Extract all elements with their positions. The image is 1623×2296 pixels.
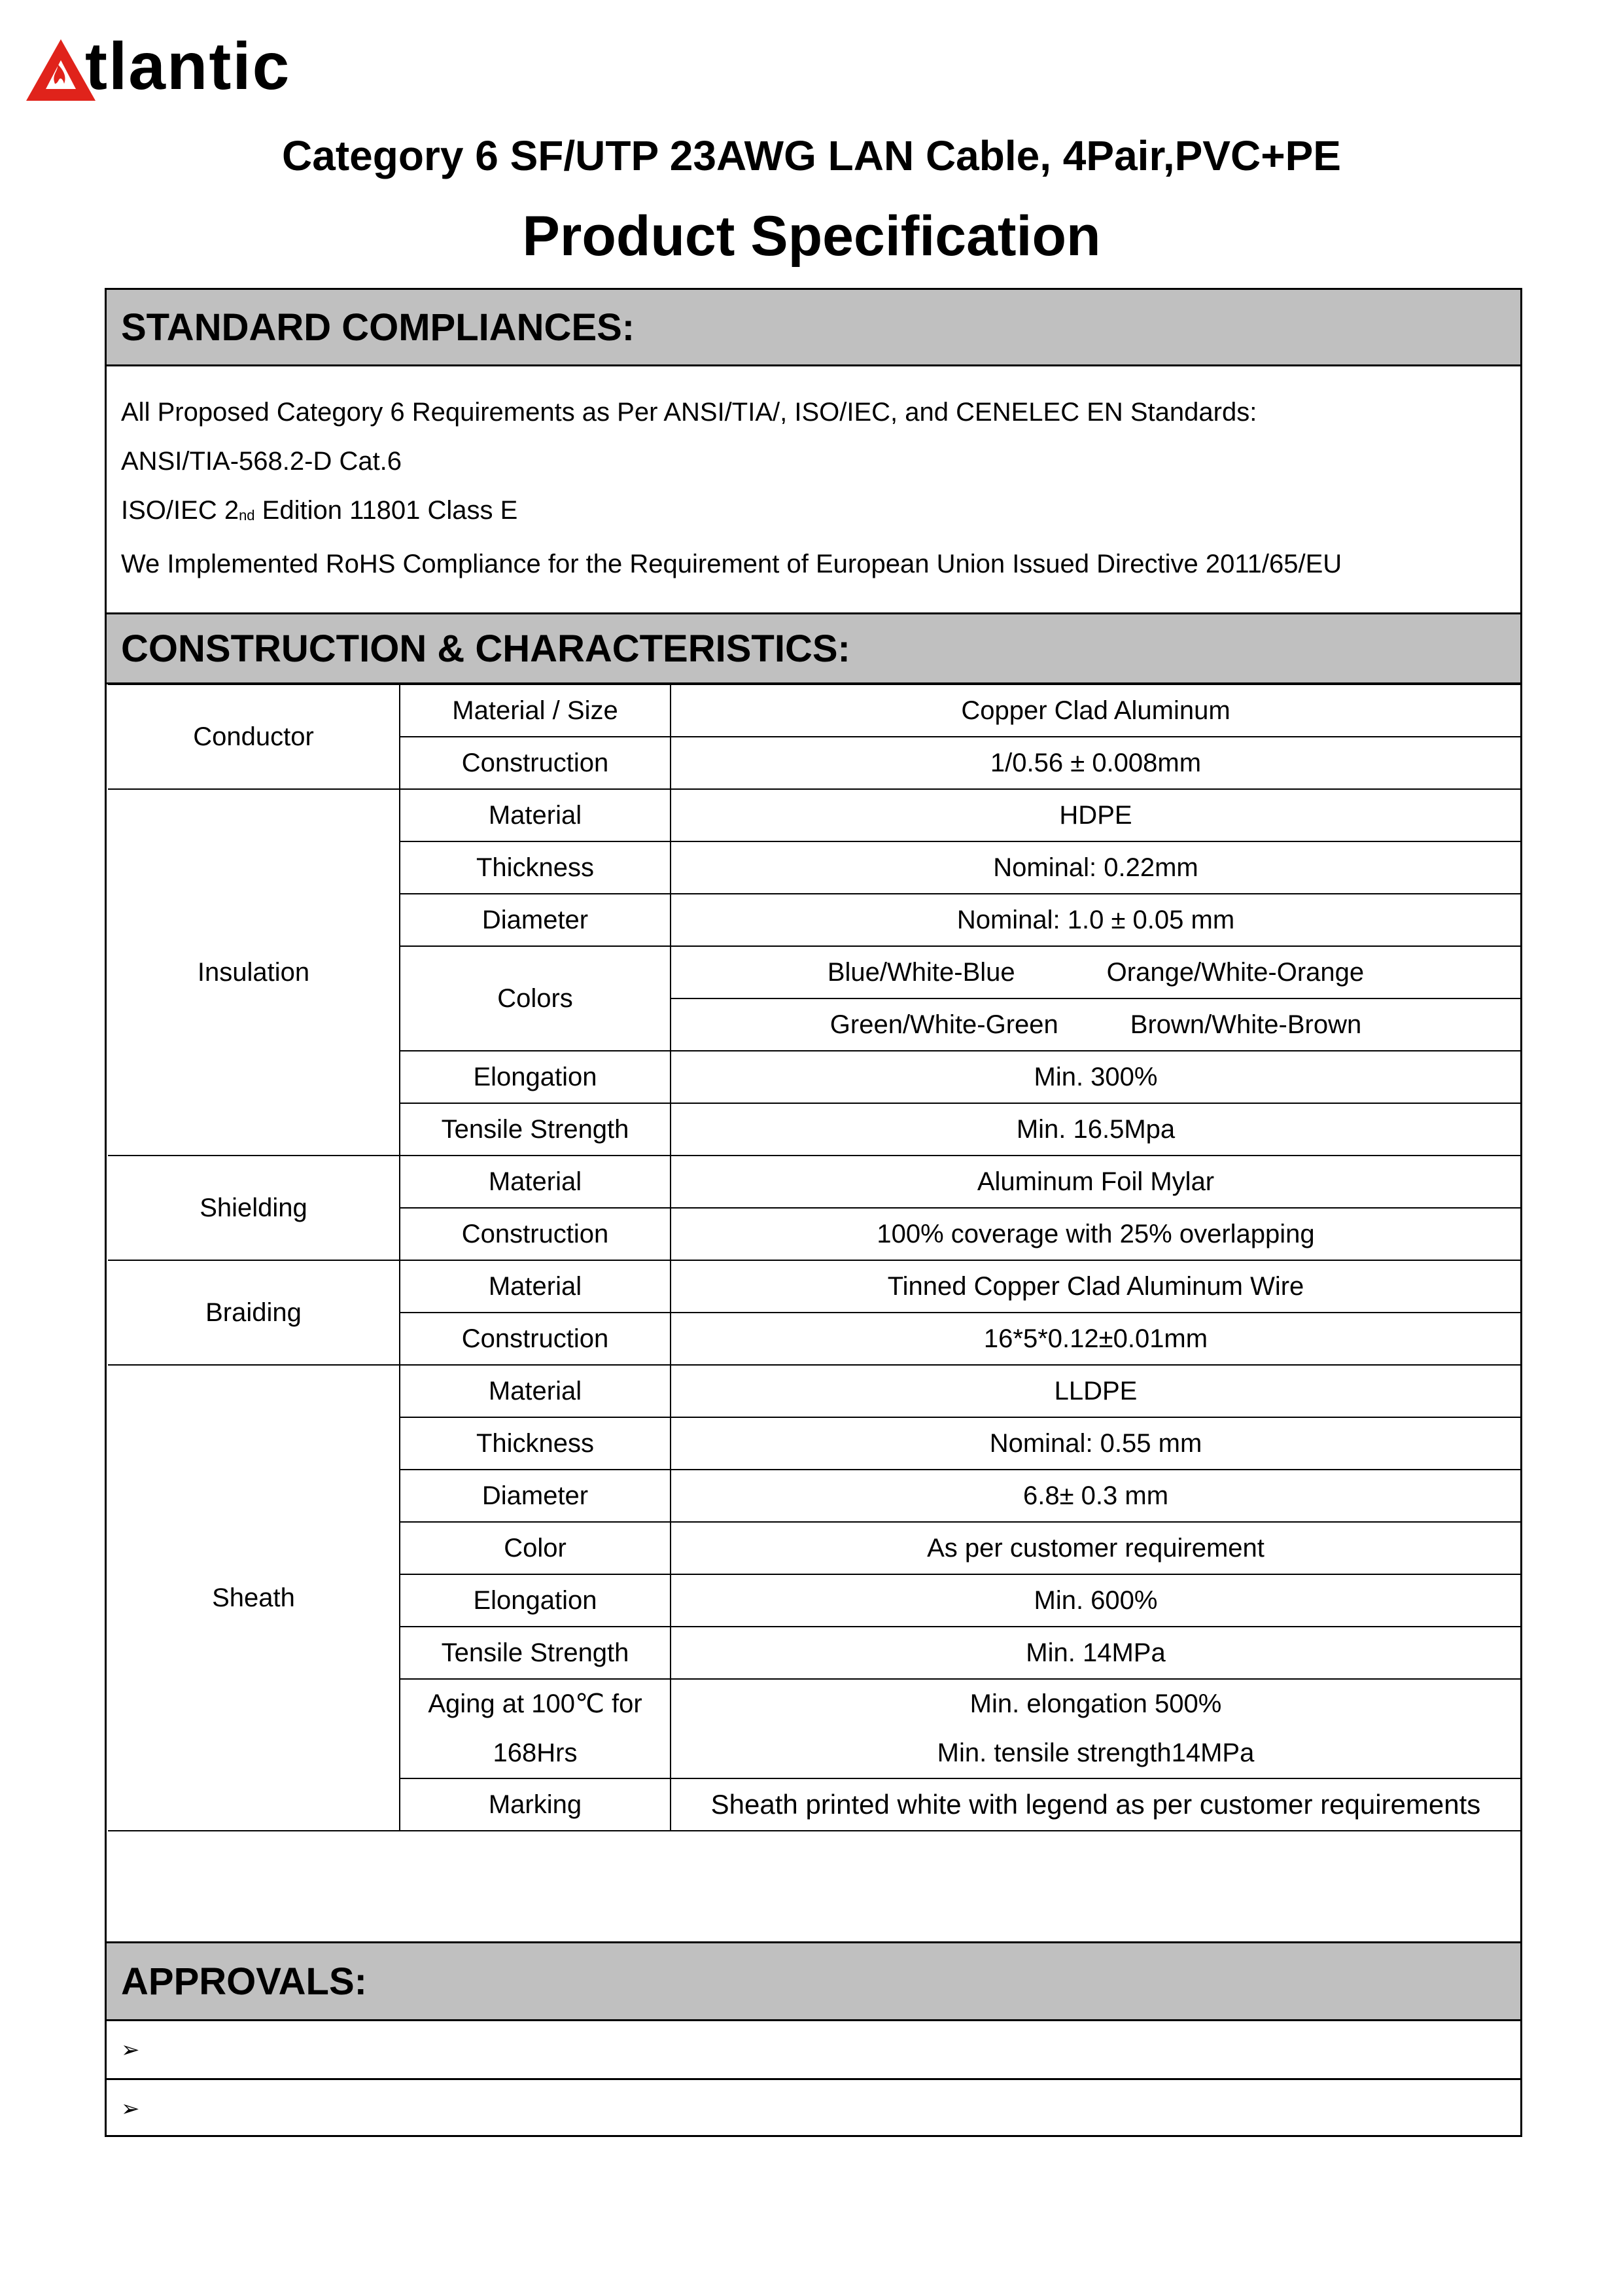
property-value: Min. 14MPa: [671, 1627, 1520, 1679]
brand-name: tlantic: [85, 29, 291, 103]
property-label: Thickness: [400, 841, 671, 894]
property-label: Material: [400, 1156, 671, 1208]
compliance-line: All Proposed Category 6 Requirements as Per ANSI/TIA/, ISO/IEC, and CENELEC EN Standards:: [121, 398, 1257, 427]
color-pair: Blue/White-Blue: [827, 957, 1015, 987]
property-value: Copper Clad Aluminum: [671, 684, 1520, 737]
construction-table: [108, 684, 1520, 1831]
aging-label-line: Aging at 100℃ for: [428, 1689, 642, 1718]
property-label: Tensile Strength: [400, 1627, 671, 1679]
property-value: As per customer requirement: [671, 1522, 1520, 1574]
property-label: Diameter: [400, 894, 671, 946]
property-value: 16*5*0.12±0.01mm: [671, 1313, 1520, 1365]
section-heading-approvals: APPROVALS:: [107, 1941, 1520, 2021]
arrow-bullet-icon: ➢: [121, 2037, 140, 2062]
property-label: Material: [400, 1365, 671, 1417]
property-value: LLDPE: [671, 1365, 1520, 1417]
compliance-line: We Implemented RoHS Compliance for the Requirement of European Union Issued Directive 2011/65/EU: [121, 550, 1342, 578]
compliance-line: ANSI/TIA-568.2-D Cat.6: [121, 447, 402, 476]
property-value: Min. 600%: [671, 1574, 1520, 1627]
property-label: Elongation: [400, 1051, 671, 1103]
property-label: Thickness: [400, 1417, 671, 1470]
arrow-bullet-icon: ➢: [121, 2096, 140, 2121]
property-value: Nominal: 0.22mm: [671, 841, 1520, 894]
group-cell-braiding: Braiding: [108, 1260, 400, 1365]
property-label: [400, 1679, 671, 1778]
property-value: Aluminum Foil Mylar: [671, 1156, 1520, 1208]
table-row: [108, 1365, 1520, 1417]
group-cell-conductor: Conductor: [108, 684, 400, 789]
document-subtitle: Product Specification: [522, 205, 1101, 268]
property-label: Construction: [400, 737, 671, 789]
property-label: Diameter: [400, 1470, 671, 1522]
table-row: [108, 789, 1520, 841]
spec-frame: [105, 288, 1522, 2137]
property-value: [671, 998, 1520, 1051]
table-row: [108, 1260, 1520, 1313]
property-value: Sheath printed white with legend as per customer requirements: [671, 1778, 1520, 1831]
group-cell-insulation: Insulation: [108, 789, 400, 1156]
property-label: Material: [400, 1260, 671, 1313]
property-value: HDPE: [671, 789, 1520, 841]
table-row: [108, 684, 1520, 737]
color-pair: Brown/White-Brown: [1130, 1010, 1362, 1039]
compliance-line: ISO/IEC $2_{nd}$ Edition 11801 Class E: [121, 496, 518, 525]
property-label: Elongation: [400, 1574, 671, 1627]
section-heading-compliances: STANDARD COMPLIANCES:: [107, 290, 1520, 366]
group-cell-sheath: Sheath: [108, 1365, 400, 1831]
aging-value-line: Min. elongation 500%: [969, 1689, 1222, 1718]
property-label: Material / Size: [400, 684, 671, 737]
brand-logo: [25, 29, 300, 103]
property-value: 100% coverage with 25% overlapping: [671, 1208, 1520, 1260]
property-label: Construction: [400, 1313, 671, 1365]
property-label: Material: [400, 789, 671, 841]
property-label: Color: [400, 1522, 671, 1574]
property-value: [671, 946, 1520, 998]
approval-item: [107, 2078, 1520, 2137]
property-value: Nominal: 0.55 mm: [671, 1417, 1520, 1470]
property-value: Nominal: 1.0 ± 0.05 mm: [671, 894, 1520, 946]
section-heading-construction: CONSTRUCTION & CHARACTERISTICS:: [107, 612, 1520, 684]
approval-item: [107, 2019, 1520, 2078]
property-value: Min. 300%: [671, 1051, 1520, 1103]
property-value: 6.8± 0.3 mm: [671, 1470, 1520, 1522]
property-value: Min. 16.5Mpa: [671, 1103, 1520, 1156]
property-label: Tensile Strength: [400, 1103, 671, 1156]
property-value: 1/0.56 ± 0.008mm: [671, 737, 1520, 789]
ordinal-suffix: nd: [239, 507, 255, 523]
color-pair: Orange/White-Orange: [1106, 957, 1365, 987]
color-pair: Green/White-Green: [829, 1010, 1058, 1039]
property-label: Construction: [400, 1208, 671, 1260]
aging-value-line: Min. tensile strength14MPa: [937, 1739, 1255, 1767]
compliance-text: [121, 388, 1508, 589]
group-cell-shielding: Shielding: [108, 1156, 400, 1260]
table-row: [108, 1156, 1520, 1208]
document-title: Category 6 SF/UTP 23AWG LAN Cable, 4Pair,PVC+PE: [282, 132, 1341, 179]
property-value: Tinned Copper Clad Aluminum Wire: [671, 1260, 1520, 1313]
property-value: [671, 1679, 1520, 1778]
property-label: Marking: [400, 1778, 671, 1831]
property-label: Colors: [400, 946, 671, 1051]
aging-label-line: 168Hrs: [493, 1739, 578, 1767]
